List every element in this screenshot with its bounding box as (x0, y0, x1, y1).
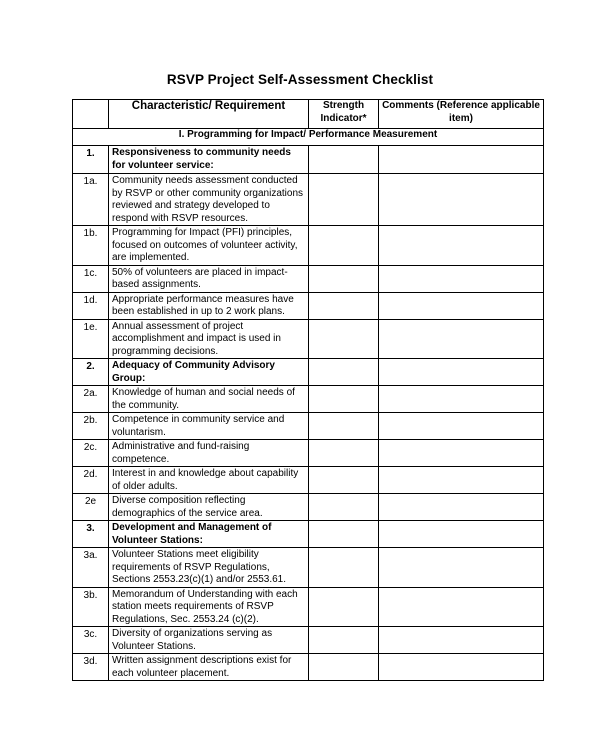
item-requirement: Responsiveness to community needs for volunteer service: (109, 146, 309, 174)
table-row (73, 440, 544, 467)
item-requirement: Competence in community service and voluntarism. (109, 413, 309, 440)
section-row (73, 129, 544, 146)
table-row (73, 386, 544, 413)
item-number: 2b. (73, 413, 109, 440)
item-requirement: Annual assessment of project accomplishment and impact is used in programming decisions. (109, 319, 309, 359)
table-row (73, 548, 544, 588)
comments-cell[interactable] (379, 174, 544, 226)
comments-cell[interactable] (379, 467, 544, 494)
item-requirement: Community needs assessment conducted by RSVP or other community organizations reviewed and strategy developed to respond with RSVP resources. (109, 174, 309, 226)
comments-cell[interactable] (379, 654, 544, 681)
item-number: 1d. (73, 292, 109, 319)
item-number: 1c. (73, 265, 109, 292)
comments-cell[interactable] (379, 440, 544, 467)
strength-indicator-cell[interactable] (309, 467, 379, 494)
comments-cell[interactable] (379, 413, 544, 440)
table-row (73, 174, 544, 226)
strength-indicator-cell[interactable] (309, 521, 379, 548)
header-comments: Comments (Reference applicable item) (379, 100, 544, 129)
strength-indicator-cell[interactable] (309, 386, 379, 413)
strength-indicator-cell[interactable] (309, 440, 379, 467)
header-characteristic: Characteristic/ Requirement (109, 100, 309, 129)
strength-indicator-cell[interactable] (309, 654, 379, 681)
table-row (73, 319, 544, 359)
table-row (73, 146, 544, 174)
item-number: 2a. (73, 386, 109, 413)
header-row (73, 100, 544, 129)
strength-indicator-cell[interactable] (309, 359, 379, 386)
strength-indicator-cell[interactable] (309, 265, 379, 292)
item-requirement: Knowledge of human and social needs of the community. (109, 386, 309, 413)
table-row (73, 413, 544, 440)
comments-cell[interactable] (379, 587, 544, 627)
item-number: 2c. (73, 440, 109, 467)
comments-cell[interactable] (379, 265, 544, 292)
item-requirement: Written assignment descriptions exist for each volunteer placement. (109, 654, 309, 681)
item-number: 1a. (73, 174, 109, 226)
item-requirement: Diversity of organizations serving as Volunteer Stations. (109, 627, 309, 654)
comments-cell[interactable] (379, 386, 544, 413)
header-strength: Strength Indicator* (309, 100, 379, 129)
item-number: 2. (73, 359, 109, 386)
item-requirement: Programming for Impact (PFI) principles, focused on outcomes of volunteer activity, are implemented. (109, 226, 309, 266)
item-number: 3d. (73, 654, 109, 681)
item-number: 1e. (73, 319, 109, 359)
comments-cell[interactable] (379, 319, 544, 359)
item-requirement: Diverse composition reflecting demographics of the service area. (109, 494, 309, 521)
item-requirement: Appropriate performance measures have been established in up to 2 work plans. (109, 292, 309, 319)
item-requirement: Memorandum of Understanding with each station meets requirements of RSVP Regulations, Sec. 2553.24 (c)(2). (109, 587, 309, 627)
item-requirement: 50% of volunteers are placed in impact-based assignments. (109, 265, 309, 292)
table-row (73, 226, 544, 266)
strength-indicator-cell[interactable] (309, 319, 379, 359)
table-row (73, 587, 544, 627)
item-number: 2e (73, 494, 109, 521)
table-row (73, 627, 544, 654)
table-row (73, 467, 544, 494)
item-number: 3c. (73, 627, 109, 654)
item-number: 3b. (73, 587, 109, 627)
item-requirement: Administrative and fund-raising competence. (109, 440, 309, 467)
section-title: I. Programming for Impact/ Performance Measurement (73, 129, 544, 146)
item-requirement: Development and Management of Volunteer Stations: (109, 521, 309, 548)
item-requirement: Adequacy of Community Advisory Group: (109, 359, 309, 386)
table-row (73, 292, 544, 319)
strength-indicator-cell[interactable] (309, 548, 379, 588)
checklist-table (72, 99, 544, 681)
comments-cell[interactable] (379, 292, 544, 319)
table-row (73, 654, 544, 681)
strength-indicator-cell[interactable] (309, 494, 379, 521)
item-number: 1b. (73, 226, 109, 266)
document-title: RSVP Project Self-Assessment Checklist (166, 72, 434, 87)
comments-cell[interactable] (379, 521, 544, 548)
strength-indicator-cell[interactable] (309, 226, 379, 266)
table-row (73, 521, 544, 548)
strength-indicator-cell[interactable] (309, 413, 379, 440)
comments-cell[interactable] (379, 548, 544, 588)
strength-indicator-cell[interactable] (309, 146, 379, 174)
strength-indicator-cell[interactable] (309, 292, 379, 319)
comments-cell[interactable] (379, 494, 544, 521)
comments-cell[interactable] (379, 146, 544, 174)
item-number: 2d. (73, 467, 109, 494)
table-row (73, 265, 544, 292)
strength-indicator-cell[interactable] (309, 174, 379, 226)
table-row (73, 494, 544, 521)
comments-cell[interactable] (379, 359, 544, 386)
item-number: 3. (73, 521, 109, 548)
strength-indicator-cell[interactable] (309, 627, 379, 654)
item-requirement: Interest in and knowledge about capability of older adults. (109, 467, 309, 494)
item-number: 3a. (73, 548, 109, 588)
comments-cell[interactable] (379, 226, 544, 266)
strength-indicator-cell[interactable] (309, 587, 379, 627)
item-requirement: Volunteer Stations meet eligibility requirements of RSVP Regulations, Sections 2553.23(c)(1) and/or 2553.61. (109, 548, 309, 588)
item-number: 1. (73, 146, 109, 174)
table-row (73, 359, 544, 386)
comments-cell[interactable] (379, 627, 544, 654)
header-number-cell (73, 100, 109, 129)
